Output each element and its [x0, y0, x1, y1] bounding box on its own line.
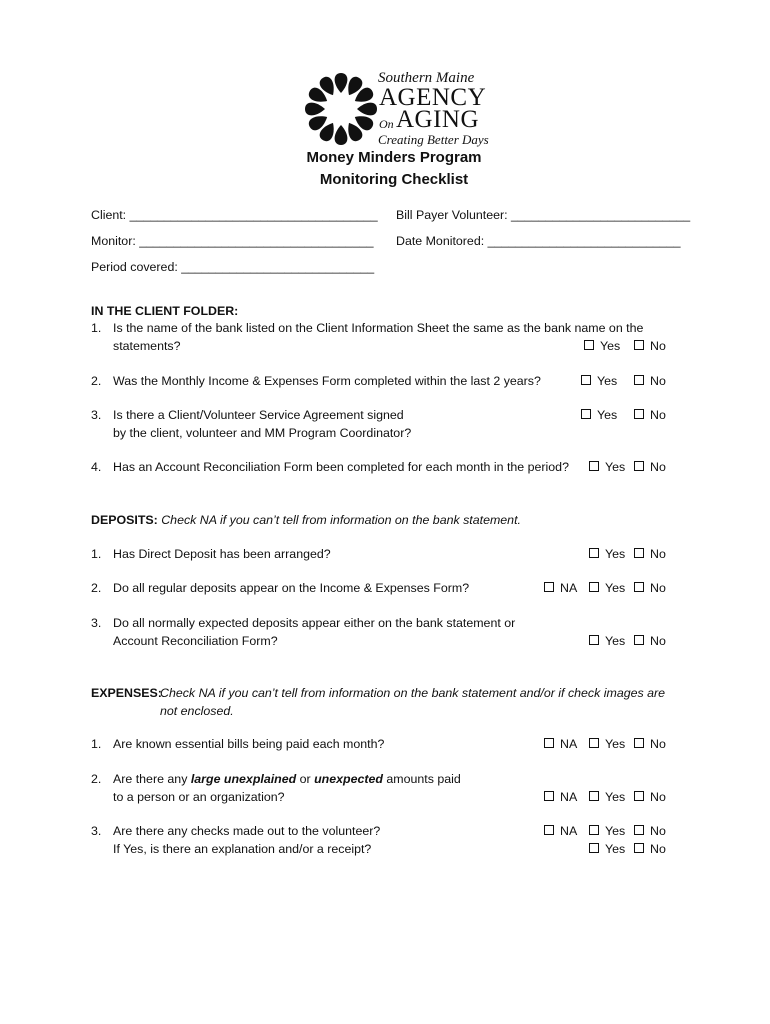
cf-q4-number: 4. — [91, 460, 102, 474]
checkbox-icon — [634, 635, 644, 645]
checkbox-icon — [589, 582, 599, 592]
dep-q2-number: 2. — [91, 581, 102, 595]
exp-q1-text: Are known essential bills being paid each month? — [113, 737, 385, 751]
checkbox-icon — [634, 791, 644, 801]
cf-q3-number: 3. — [91, 408, 102, 422]
checkbox-icon — [581, 375, 591, 385]
cf-q2-text: Was the Monthly Income & Expenses Form completed within the last 2 years? — [113, 374, 541, 388]
logo-line-2: AGENCY — [379, 84, 487, 111]
cf-q1-yes[interactable]: Yes — [584, 339, 620, 353]
exp-q3-text: Are there any checks made out to the volunteer? — [113, 824, 381, 838]
checkbox-icon — [544, 825, 554, 835]
exp-q3b-no[interactable]: No — [634, 842, 666, 856]
flower-petals-icon — [302, 70, 380, 148]
dep-q2-yes[interactable]: Yes — [589, 581, 625, 595]
dep-q3-no[interactable]: No — [634, 634, 666, 648]
date-monitored-field[interactable]: Date Monitored: ____________________________ — [396, 234, 681, 248]
exp-q1-na[interactable]: NA — [544, 737, 577, 751]
exp-q3-number: 3. — [91, 824, 102, 838]
dep-q2-no[interactable]: No — [634, 581, 666, 595]
exp-q1-number: 1. — [91, 737, 102, 751]
exp-q3-text-2: If Yes, is there an explanation and/or a receipt? — [113, 842, 372, 856]
checkbox-icon — [634, 582, 644, 592]
monitor-field[interactable]: Monitor: __________________________________ — [91, 234, 374, 248]
cf-q1-text-2: statements? — [113, 339, 181, 353]
exp-q2-na[interactable]: NA — [544, 790, 577, 804]
checkbox-icon — [589, 791, 599, 801]
checkbox-icon — [589, 843, 599, 853]
cf-q3-text-2: by the client, volunteer and MM Program Coordinator? — [113, 426, 412, 440]
deposits-heading: DEPOSITS: — [91, 513, 158, 527]
checkbox-icon — [589, 635, 599, 645]
exp-q2-yes[interactable]: Yes — [589, 790, 625, 804]
cf-q1-no[interactable]: No — [634, 339, 666, 353]
checkbox-icon — [634, 409, 644, 419]
checkbox-icon — [544, 791, 554, 801]
exp-q3b-yes[interactable]: Yes — [589, 842, 625, 856]
logo-line-1: Southern Maine — [378, 70, 475, 86]
checkbox-icon — [589, 825, 599, 835]
exp-q1-yes[interactable]: Yes — [589, 737, 625, 751]
checkbox-icon — [589, 548, 599, 558]
checkbox-icon — [634, 375, 644, 385]
dep-q1-no[interactable]: No — [634, 547, 666, 561]
checkbox-icon — [581, 409, 591, 419]
exp-q3-no[interactable]: No — [634, 824, 666, 838]
cf-q1-text: Is the name of the bank listed on the Client Information Sheet the same as the bank name on the — [113, 321, 644, 335]
cf-q2-no[interactable]: No — [634, 374, 666, 388]
exp-q3-yes[interactable]: Yes — [589, 824, 625, 838]
logo-on: On — [379, 117, 394, 131]
dep-q3-yes[interactable]: Yes — [589, 634, 625, 648]
cf-q2-number: 2. — [91, 374, 102, 388]
checkbox-icon — [634, 738, 644, 748]
checkbox-icon — [544, 582, 554, 592]
exp-q2-number: 2. — [91, 772, 102, 786]
checkbox-icon — [634, 461, 644, 471]
cf-q3-yes[interactable]: Yes — [581, 408, 617, 422]
expenses-note: Check NA if you can’t tell from information on the bank statement and/or if check images are — [160, 686, 666, 700]
checkbox-icon — [634, 340, 644, 350]
dep-q2-na[interactable]: NA — [544, 581, 577, 595]
deposits-note: Check NA if you can’t tell from information on the bank statement. — [161, 513, 521, 527]
checkbox-icon — [634, 548, 644, 558]
dep-q3-text: Do all normally expected deposits appear either on the bank statement or — [113, 616, 516, 630]
bill-payer-field[interactable]: Bill Payer Volunteer: __________________________ — [396, 208, 691, 222]
cf-q3-text: Is there a Client/Volunteer Service Agreement signed — [113, 408, 404, 422]
cf-q4-text: Has an Account Reconciliation Form been completed for each month in the period? — [113, 460, 569, 474]
cf-q4-yes[interactable]: Yes — [589, 460, 625, 474]
exp-q3-na[interactable]: NA — [544, 824, 577, 838]
logo-tagline: Creating Better Days — [378, 132, 489, 147]
checkbox-icon — [584, 340, 594, 350]
page-subtitle: Monitoring Checklist — [319, 171, 469, 188]
exp-q2-no[interactable]: No — [634, 790, 666, 804]
checkbox-icon — [634, 825, 644, 835]
checkbox-icon — [589, 738, 599, 748]
dep-q3-text-2: Account Reconciliation Form? — [113, 634, 278, 648]
dep-q1-text: Has Direct Deposit has been arranged? — [113, 547, 331, 561]
dep-q3-number: 3. — [91, 616, 102, 630]
cf-q1-number: 1. — [91, 321, 102, 335]
cf-q3-no[interactable]: No — [634, 408, 666, 422]
page-title: Money Minders Program — [306, 149, 482, 166]
checkbox-icon — [589, 461, 599, 471]
cf-q4-no[interactable]: No — [634, 460, 666, 474]
expenses-heading: EXPENSES: — [91, 686, 162, 700]
dep-q1-yes[interactable]: Yes — [589, 547, 625, 561]
exp-q2-text: Are there any large unexplained or unexpected amounts paid — [113, 772, 461, 786]
checkbox-icon — [544, 738, 554, 748]
cf-q2-yes[interactable]: Yes — [581, 374, 617, 388]
client-field[interactable]: Client: ____________________________________ — [91, 208, 378, 222]
checkbox-icon — [634, 843, 644, 853]
dep-q1-number: 1. — [91, 547, 102, 561]
exp-q1-no[interactable]: No — [634, 737, 666, 751]
client-folder-heading: IN THE CLIENT FOLDER: — [91, 304, 239, 318]
exp-q2-text-2: to a person or an organization? — [113, 790, 285, 804]
period-field[interactable]: Period covered: ____________________________ — [91, 260, 375, 274]
expenses-note-2: not enclosed. — [160, 704, 234, 718]
logo-line-3: AGING — [396, 106, 480, 133]
deposits-section-header — [91, 513, 521, 527]
dep-q2-text: Do all regular deposits appear on the Income & Expenses Form? — [113, 581, 470, 595]
